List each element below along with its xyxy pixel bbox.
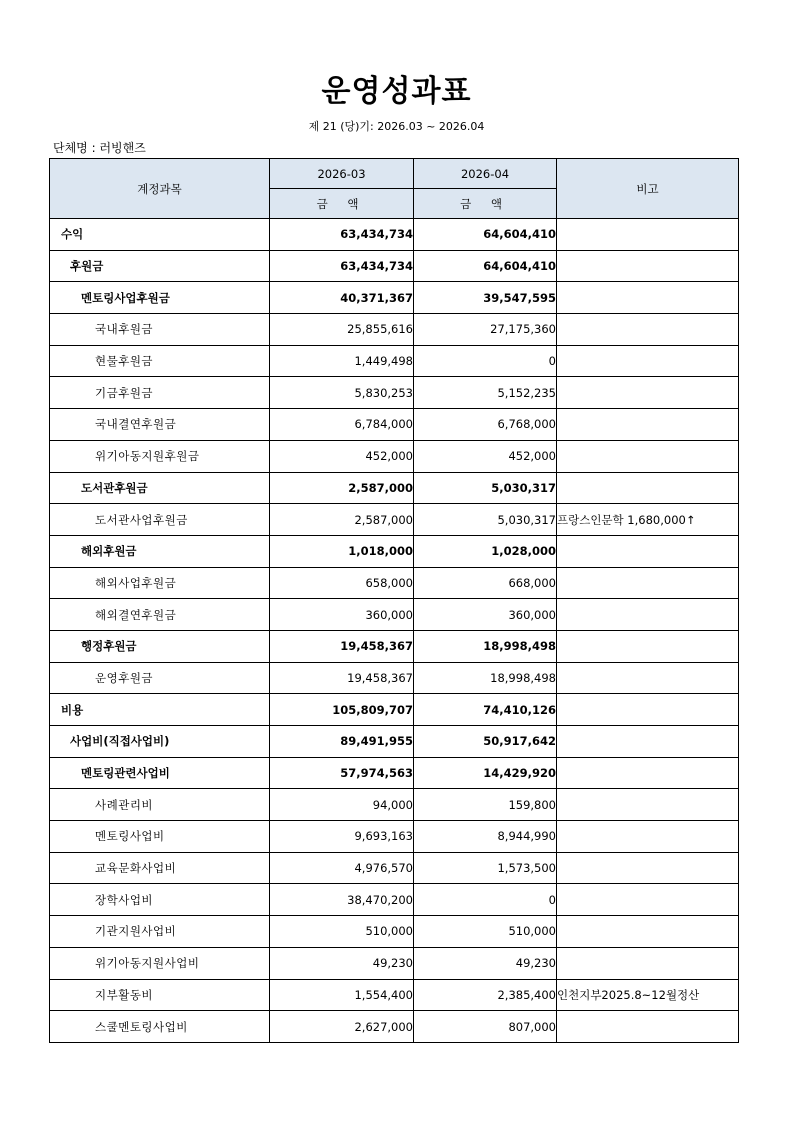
amount-2026-04-cell: 8,944,990 xyxy=(414,821,557,853)
operating-results-table xyxy=(49,158,739,1043)
account-cell: 위기아동지원사업비 xyxy=(50,947,270,979)
note-cell xyxy=(557,821,739,853)
note-cell xyxy=(557,789,739,821)
amount-2026-04-cell: 510,000 xyxy=(414,916,557,948)
amount-2026-03-cell: 658,000 xyxy=(270,567,414,599)
amount-2026-04-cell: 668,000 xyxy=(414,567,557,599)
table-row xyxy=(50,979,739,1011)
table-row xyxy=(50,1011,739,1043)
table-row xyxy=(50,599,739,631)
amount-2026-04-cell: 5,152,235 xyxy=(414,377,557,409)
table-row xyxy=(50,821,739,853)
note-cell xyxy=(557,726,739,758)
account-cell: 도서관사업후원금 xyxy=(50,504,270,536)
note-cell xyxy=(557,535,739,567)
table-row xyxy=(50,662,739,694)
account-cell: 멘토링사업후원금 xyxy=(50,282,270,314)
amount-2026-03-cell: 57,974,563 xyxy=(270,757,414,789)
table-row xyxy=(50,282,739,314)
organization-name: 단체명 : 러빙핸즈 xyxy=(53,141,146,155)
note-cell xyxy=(557,852,739,884)
account-cell: 후원금 xyxy=(50,250,270,282)
note-cell xyxy=(557,1011,739,1043)
amount-2026-04-cell: 0 xyxy=(414,884,557,916)
amount-2026-04-cell: 807,000 xyxy=(414,1011,557,1043)
table-row xyxy=(50,440,739,472)
note-cell xyxy=(557,314,739,346)
table-row xyxy=(50,789,739,821)
amount-2026-03-cell: 19,458,367 xyxy=(270,630,414,662)
note-cell xyxy=(557,757,739,789)
note-cell xyxy=(557,345,739,377)
account-cell: 사례관리비 xyxy=(50,789,270,821)
amount-2026-04-cell: 2,385,400 xyxy=(414,979,557,1011)
account-cell: 멘토링사업비 xyxy=(50,821,270,853)
amount-2026-04-cell: 50,917,642 xyxy=(414,726,557,758)
amount-2026-03-cell: 5,830,253 xyxy=(270,377,414,409)
account-cell: 장학사업비 xyxy=(50,884,270,916)
amount-2026-04-cell: 49,230 xyxy=(414,947,557,979)
header-amount-1: 금 액 xyxy=(270,189,414,219)
amount-2026-03-cell: 19,458,367 xyxy=(270,662,414,694)
header-period-2: 2026-04 xyxy=(414,159,557,189)
header-note: 비고 xyxy=(557,159,739,219)
amount-2026-04-cell: 27,175,360 xyxy=(414,314,557,346)
account-cell: 해외사업후원금 xyxy=(50,567,270,599)
amount-2026-03-cell: 2,627,000 xyxy=(270,1011,414,1043)
amount-2026-04-cell: 1,573,500 xyxy=(414,852,557,884)
amount-2026-04-cell: 18,998,498 xyxy=(414,630,557,662)
table-row xyxy=(50,916,739,948)
note-cell xyxy=(557,947,739,979)
amount-2026-03-cell: 1,449,498 xyxy=(270,345,414,377)
note-cell xyxy=(557,630,739,662)
amount-2026-03-cell: 452,000 xyxy=(270,440,414,472)
amount-2026-03-cell: 4,976,570 xyxy=(270,852,414,884)
table-row xyxy=(50,377,739,409)
table-row xyxy=(50,630,739,662)
account-cell: 교육문화사업비 xyxy=(50,852,270,884)
note-cell xyxy=(557,916,739,948)
table-row xyxy=(50,345,739,377)
account-cell: 행정후원금 xyxy=(50,630,270,662)
table-row xyxy=(50,726,739,758)
amount-2026-04-cell: 452,000 xyxy=(414,440,557,472)
account-cell: 스쿨멘토링사업비 xyxy=(50,1011,270,1043)
note-cell xyxy=(557,662,739,694)
account-cell: 멘토링관련사업비 xyxy=(50,757,270,789)
table-row xyxy=(50,535,739,567)
note-cell xyxy=(557,599,739,631)
amount-2026-03-cell: 40,371,367 xyxy=(270,282,414,314)
table-body xyxy=(50,219,739,1043)
table-row xyxy=(50,314,739,346)
table-row xyxy=(50,219,739,251)
amount-2026-04-cell: 74,410,126 xyxy=(414,694,557,726)
table-row xyxy=(50,694,739,726)
amount-2026-03-cell: 25,855,616 xyxy=(270,314,414,346)
amount-2026-03-cell: 94,000 xyxy=(270,789,414,821)
note-cell: 프랑스인문학 1,680,000↑ xyxy=(557,504,739,536)
amount-2026-03-cell: 2,587,000 xyxy=(270,472,414,504)
amount-2026-03-cell: 89,491,955 xyxy=(270,726,414,758)
amount-2026-04-cell: 5,030,317 xyxy=(414,504,557,536)
table-row xyxy=(50,884,739,916)
table-row xyxy=(50,947,739,979)
table-row xyxy=(50,472,739,504)
amount-2026-03-cell: 38,470,200 xyxy=(270,884,414,916)
note-cell xyxy=(557,694,739,726)
account-cell: 해외후원금 xyxy=(50,535,270,567)
amount-2026-03-cell: 360,000 xyxy=(270,599,414,631)
amount-2026-04-cell: 360,000 xyxy=(414,599,557,631)
amount-2026-04-cell: 18,998,498 xyxy=(414,662,557,694)
note-cell xyxy=(557,250,739,282)
table-row xyxy=(50,250,739,282)
table-row xyxy=(50,567,739,599)
amount-2026-03-cell: 105,809,707 xyxy=(270,694,414,726)
report-title: 운영성과표 xyxy=(321,74,472,109)
amount-2026-04-cell: 1,028,000 xyxy=(414,535,557,567)
note-cell xyxy=(557,472,739,504)
note-cell xyxy=(557,409,739,441)
amount-2026-03-cell: 63,434,734 xyxy=(270,250,414,282)
header-account: 계정과목 xyxy=(50,159,270,219)
header-period-1: 2026-03 xyxy=(270,159,414,189)
amount-2026-04-cell: 64,604,410 xyxy=(414,250,557,282)
note-cell xyxy=(557,567,739,599)
amount-2026-03-cell: 1,018,000 xyxy=(270,535,414,567)
note-cell: 인천지부2025.8~12월정산 xyxy=(557,979,739,1011)
amount-2026-03-cell: 1,554,400 xyxy=(270,979,414,1011)
note-cell xyxy=(557,884,739,916)
table-row xyxy=(50,757,739,789)
account-cell: 지부활동비 xyxy=(50,979,270,1011)
amount-2026-03-cell: 2,587,000 xyxy=(270,504,414,536)
table-row xyxy=(50,504,739,536)
amount-2026-03-cell: 49,230 xyxy=(270,947,414,979)
account-cell: 해외결연후원금 xyxy=(50,599,270,631)
account-cell: 사업비(직접사업비) xyxy=(50,726,270,758)
amount-2026-03-cell: 9,693,163 xyxy=(270,821,414,853)
account-cell: 운영후원금 xyxy=(50,662,270,694)
amount-2026-04-cell: 6,768,000 xyxy=(414,409,557,441)
account-cell: 기관지원사업비 xyxy=(50,916,270,948)
note-cell xyxy=(557,440,739,472)
amount-2026-03-cell: 63,434,734 xyxy=(270,219,414,251)
account-cell: 현물후원금 xyxy=(50,345,270,377)
table-row xyxy=(50,852,739,884)
table-row xyxy=(50,409,739,441)
amount-2026-04-cell: 39,547,595 xyxy=(414,282,557,314)
note-cell xyxy=(557,219,739,251)
account-cell: 국내후원금 xyxy=(50,314,270,346)
amount-2026-04-cell: 159,800 xyxy=(414,789,557,821)
account-cell: 위기아동지원후원금 xyxy=(50,440,270,472)
account-cell: 기금후원금 xyxy=(50,377,270,409)
amount-2026-03-cell: 6,784,000 xyxy=(270,409,414,441)
account-cell: 국내결연후원금 xyxy=(50,409,270,441)
account-cell: 도서관후원금 xyxy=(50,472,270,504)
amount-2026-03-cell: 510,000 xyxy=(270,916,414,948)
amount-2026-04-cell: 0 xyxy=(414,345,557,377)
account-cell: 비용 xyxy=(50,694,270,726)
amount-2026-04-cell: 64,604,410 xyxy=(414,219,557,251)
amount-2026-04-cell: 5,030,317 xyxy=(414,472,557,504)
fiscal-period: 제 21 (당)기: 2026.03 ~ 2026.04 xyxy=(308,120,485,133)
header-amount-2: 금 액 xyxy=(414,189,557,219)
note-cell xyxy=(557,282,739,314)
account-cell: 수익 xyxy=(50,219,270,251)
note-cell xyxy=(557,377,739,409)
amount-2026-04-cell: 14,429,920 xyxy=(414,757,557,789)
